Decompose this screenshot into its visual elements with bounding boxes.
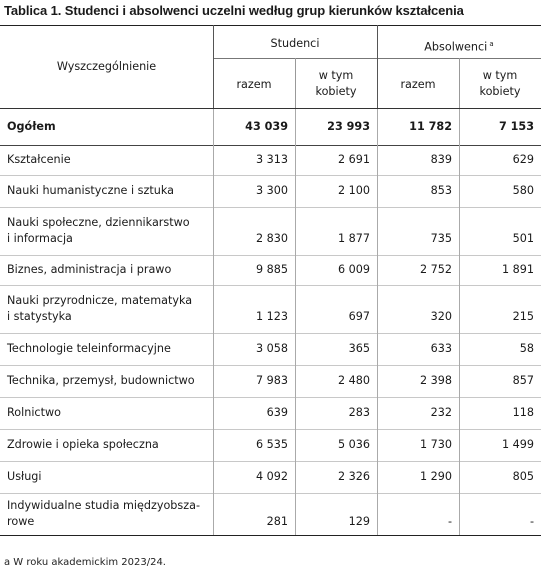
header-col-total: razem [400, 78, 436, 91]
row-label [7, 373, 195, 389]
column-divider [377, 397, 378, 429]
cell-g-women: 501 [512, 232, 534, 245]
header-col-women-line2: kobiety [479, 85, 521, 98]
row-label-line: Technologie teleinformacyjne [7, 342, 171, 355]
column-divider [213, 207, 214, 255]
row-label-line: Technika, przemysł, budownictwo [7, 374, 195, 387]
column-divider [377, 461, 378, 493]
column-divider [213, 397, 214, 429]
cell-g-total: 320 [430, 310, 452, 323]
header-row-label: Wyszczególnienie [56, 60, 157, 73]
column-divider [295, 175, 296, 207]
cell-s-total: 6 535 [255, 438, 288, 451]
column-divider [213, 429, 214, 461]
cell-g-women: 857 [512, 374, 534, 387]
column-divider [295, 145, 296, 175]
column-divider [213, 109, 214, 145]
column-divider [459, 429, 460, 461]
footnote-marker: a [487, 40, 494, 48]
row-label [7, 183, 174, 199]
header-col-women-line1: w tym [482, 69, 518, 82]
row-label [7, 498, 200, 530]
header-students: Studenci [270, 37, 320, 50]
cell-s-women: 283 [348, 406, 370, 419]
row-label [7, 469, 42, 485]
row-label-line: Nauki społeczne, dziennikarstwo [7, 216, 190, 229]
header-graduates-label: Absolwenci [424, 40, 488, 54]
column-divider [295, 255, 296, 285]
cell-g-total: 232 [430, 406, 452, 419]
cell-s-total: 3 058 [255, 342, 288, 355]
column-divider [377, 145, 378, 175]
cell-s-women: 365 [348, 342, 370, 355]
column-divider [213, 145, 214, 175]
column-divider [377, 493, 378, 535]
row-label-line: rowe [7, 515, 35, 528]
cell-s-women: 697 [348, 310, 370, 323]
header-graduates [377, 36, 541, 56]
cell-s-total: 3 313 [255, 153, 288, 166]
column-divider [213, 175, 214, 207]
row-label-line: Nauki przyrodnicze, matematyka [7, 294, 193, 307]
cell-s-total: 1 123 [255, 310, 288, 323]
header-col-women-line1: w tym [318, 69, 354, 82]
cell-s-women: 1 877 [337, 232, 370, 245]
cell-g-women: 1 891 [501, 263, 534, 276]
cell-s-total: 3 300 [255, 184, 288, 197]
column-divider [459, 175, 460, 207]
column-divider [459, 365, 460, 397]
cell-s-total: 4 092 [255, 470, 288, 483]
row-label [7, 152, 71, 168]
column-divider [459, 255, 460, 285]
row-label [7, 437, 159, 453]
column-divider [295, 207, 296, 255]
cell-g-women: - [529, 515, 534, 528]
column-divider [377, 333, 378, 365]
row-label [7, 119, 56, 135]
row-label-line: i statystyka [7, 310, 72, 323]
cell-g-total: 1 730 [419, 438, 452, 451]
cell-s-women: 2 326 [337, 470, 370, 483]
row-label-line: Biznes, administracja i prawo [7, 263, 172, 276]
row-label-line: Rolnictwo [7, 406, 61, 419]
column-divider [377, 255, 378, 285]
cell-g-total: 853 [430, 184, 452, 197]
cell-s-total: 9 885 [255, 263, 288, 276]
cell-g-women: 58 [519, 342, 534, 355]
cell-g-women: 805 [512, 470, 534, 483]
cell-g-total: 633 [430, 342, 452, 355]
column-divider [459, 285, 460, 333]
column-divider [213, 365, 214, 397]
row-label [7, 405, 61, 421]
cell-g-women: 215 [512, 310, 534, 323]
cell-g-total: 735 [430, 232, 452, 245]
column-divider [377, 429, 378, 461]
cell-s-total: 43 039 [245, 120, 288, 133]
cell-s-women: 2 480 [337, 374, 370, 387]
cell-g-women: 118 [512, 406, 534, 419]
column-divider [459, 461, 460, 493]
column-divider [459, 109, 460, 145]
column-divider [295, 429, 296, 461]
column-divider [213, 493, 214, 535]
column-divider [377, 207, 378, 255]
column-divider [377, 365, 378, 397]
row-label-line: i informacja [7, 232, 73, 245]
column-divider [295, 461, 296, 493]
column-divider [459, 207, 460, 255]
column-divider [459, 333, 460, 365]
column-divider [295, 365, 296, 397]
cell-g-women: 7 153 [498, 120, 534, 133]
cell-g-women: 629 [512, 153, 534, 166]
row-label-line: Kształcenie [7, 153, 71, 166]
column-divider [377, 285, 378, 333]
table-title: Tablica 1. Studenci i absolwenci uczelni według grup kierunków kształcenia [4, 3, 464, 18]
row-label [7, 262, 171, 278]
column-divider [295, 493, 296, 535]
column-divider [377, 109, 378, 145]
row-label [7, 215, 190, 247]
cell-s-total: 2 830 [255, 232, 288, 245]
cell-s-total: 7 983 [255, 374, 288, 387]
cell-s-women: 2 100 [337, 184, 370, 197]
cell-g-total: 11 782 [409, 120, 452, 133]
cell-g-total: - [447, 515, 452, 528]
column-divider [295, 285, 296, 333]
column-divider [213, 285, 214, 333]
cell-s-women: 129 [348, 515, 370, 528]
cell-g-women: 1 499 [501, 438, 534, 451]
cell-s-total: 281 [266, 515, 288, 528]
cell-g-women: 580 [512, 184, 534, 197]
column-divider [295, 109, 296, 145]
cell-g-total: 2 398 [419, 374, 452, 387]
row-label-line: Nauki humanistyczne i sztuka [7, 184, 174, 197]
column-divider [459, 397, 460, 429]
column-divider [213, 255, 214, 285]
header-col-women-line2: kobiety [315, 85, 357, 98]
cell-g-total: 839 [430, 153, 452, 166]
header-col-total: razem [236, 78, 272, 91]
cell-s-women: 23 993 [327, 120, 370, 133]
row-label-line: Ogółem [7, 120, 56, 133]
cell-s-total: 639 [266, 406, 288, 419]
row-label [7, 341, 171, 357]
cell-s-women: 5 036 [337, 438, 370, 451]
footnote: a W roku akademickim 2023/24. [4, 557, 166, 568]
column-divider [295, 397, 296, 429]
row-label-line: Indywidualne studia międzyobsza- [7, 499, 201, 512]
cell-g-total: 1 290 [419, 470, 452, 483]
table-top-rule [0, 25, 541, 26]
row-label [7, 293, 192, 325]
column-divider [295, 333, 296, 365]
column-divider [459, 493, 460, 535]
cell-s-women: 2 691 [337, 153, 370, 166]
column-divider [213, 461, 214, 493]
row-label-line: Zdrowie i opieka społeczna [7, 438, 159, 451]
column-divider [377, 175, 378, 207]
table-bottom-rule [0, 535, 541, 536]
cell-g-total: 2 752 [419, 263, 452, 276]
column-divider [459, 145, 460, 175]
row-label-line: Usługi [7, 470, 42, 483]
cell-s-women: 6 009 [337, 263, 370, 276]
column-divider [213, 333, 214, 365]
